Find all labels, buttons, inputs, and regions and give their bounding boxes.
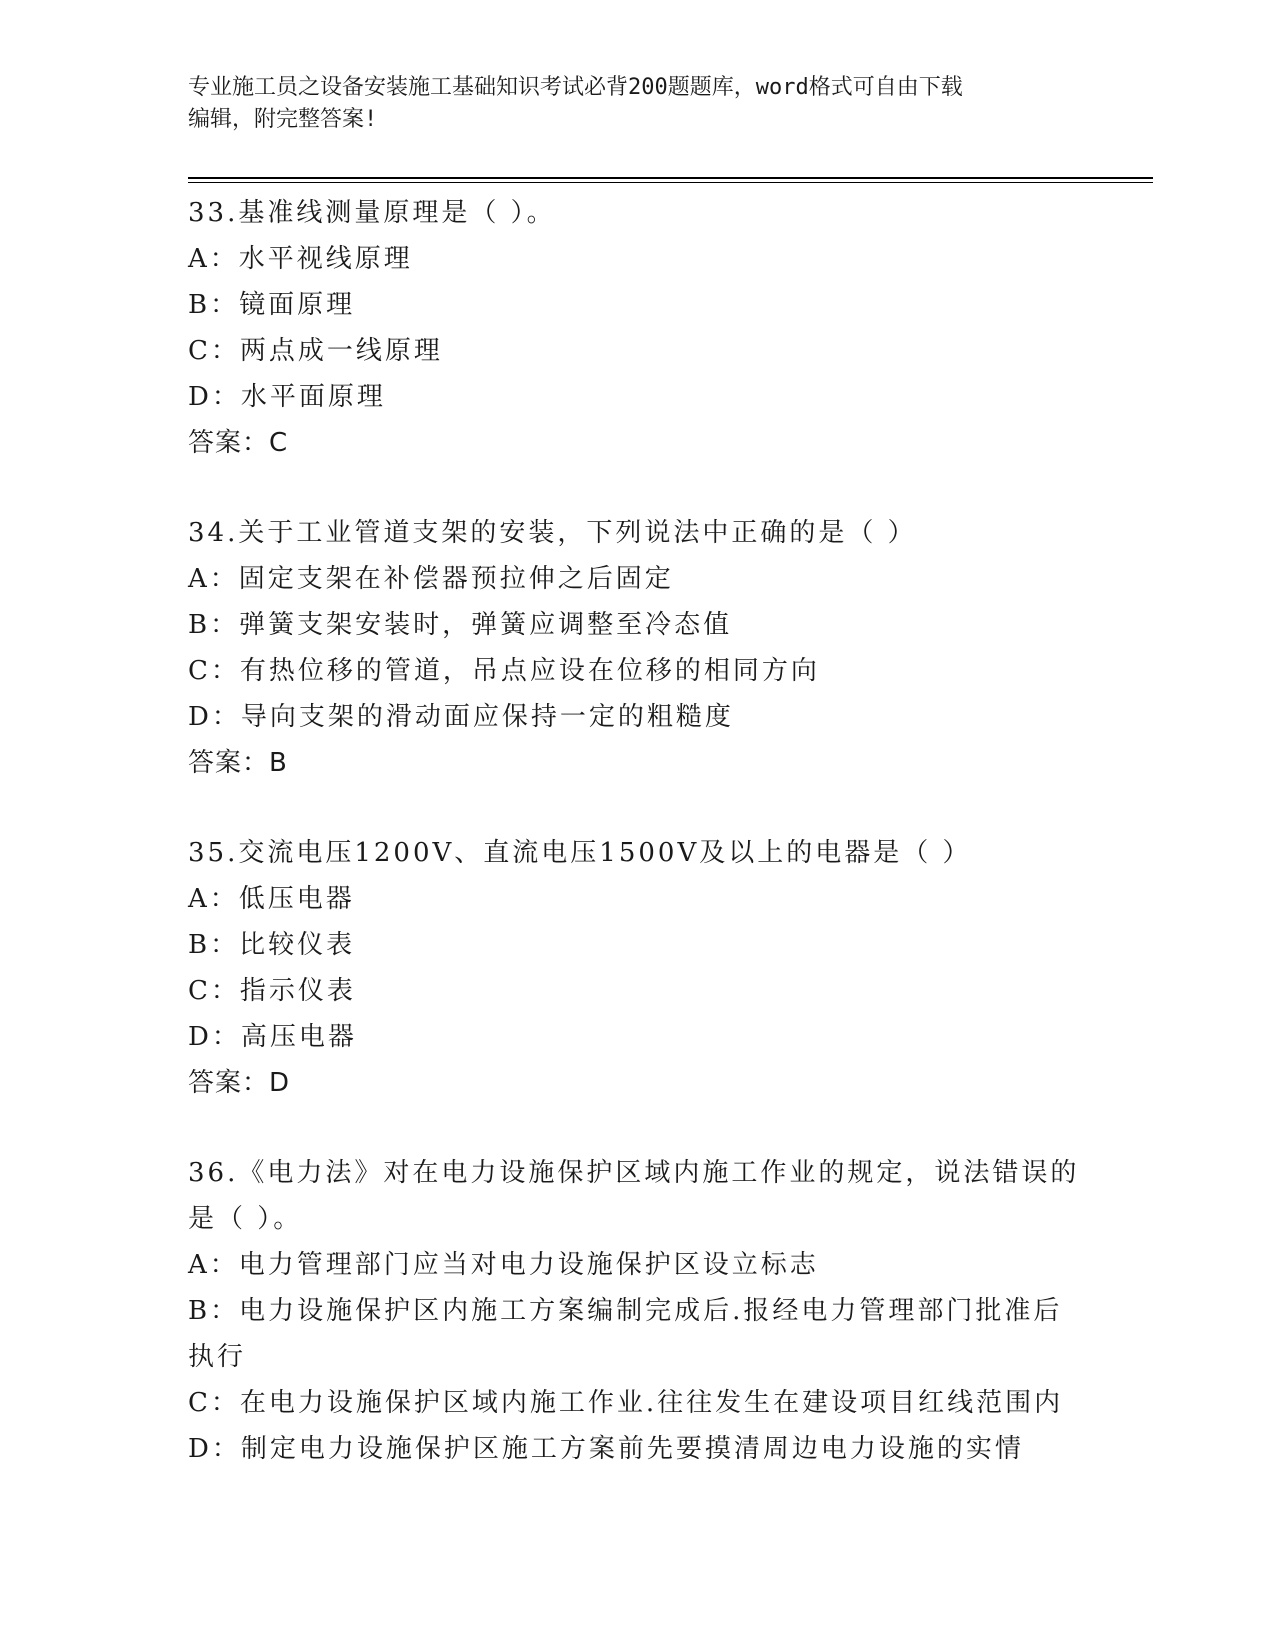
question-list [188,190,1088,1472]
header-divider-thick [188,177,1153,179]
option-b-continued: 执行 [188,1342,247,1372]
question-stem-continued: 是（ ）。 [188,1204,303,1234]
header-line-1: 专业施工员之设备安装施工基础知识考试必背200题题库，word格式可自由下载 [188,75,963,100]
option-d: D：水平面原理 [188,382,386,412]
option-d: D：制定电力设施保护区施工方案前先要摸清周边电力设施的实情 [188,1434,1024,1464]
option-d: D：导向支架的滑动面应保持一定的粗糙度 [188,702,734,732]
question-block [188,510,1088,786]
option-a: A：固定支架在补偿器预拉伸之后固定 [188,564,674,594]
question-stem: 34.关于工业管道支架的安装，下列说法中正确的是（ ） [188,518,917,548]
question-block [188,830,1088,1106]
option-c: C：在电力设施保护区域内施工作业.往往发生在建设项目红线范围内 [188,1388,1064,1418]
header-line-2: 编辑，附完整答案! [188,107,378,132]
option-a: A：低压电器 [188,884,355,914]
question-block [188,1150,1088,1472]
option-a: A：水平视线原理 [188,244,413,274]
option-b: B：弹簧支架安装时，弹簧应调整至冷态值 [188,610,733,640]
option-a: A：电力管理部门应当对电力设施保护区设立标志 [188,1250,819,1280]
option-c: C：指示仪表 [188,976,356,1006]
question-stem: 36.《电力法》对在电力设施保护区域内施工作业的规定，说法错误的 [188,1158,1080,1188]
option-b: B：比较仪表 [188,930,356,960]
header-divider-thin [188,182,1153,183]
option-d: D：高压电器 [188,1022,357,1052]
option-b: B：电力设施保护区内施工方案编制完成后.报经电力管理部门批准后 [188,1296,1063,1326]
question-stem: 35.交流电压1200V、直流电压1500V及以上的电器是（ ） [188,838,972,868]
option-c: C：两点成一线原理 [188,336,443,366]
option-c: C：有热位移的管道，吊点应设在位移的相同方向 [188,656,820,686]
answer-label: 答案：D [188,1068,291,1098]
question-stem: 33.基准线测量原理是（ ）。 [188,198,556,228]
document-header [188,72,1068,136]
option-b: B：镜面原理 [188,290,356,320]
answer-label: 答案：B [188,748,288,778]
answer-label: 答案：C [188,428,289,458]
question-block [188,190,1088,466]
